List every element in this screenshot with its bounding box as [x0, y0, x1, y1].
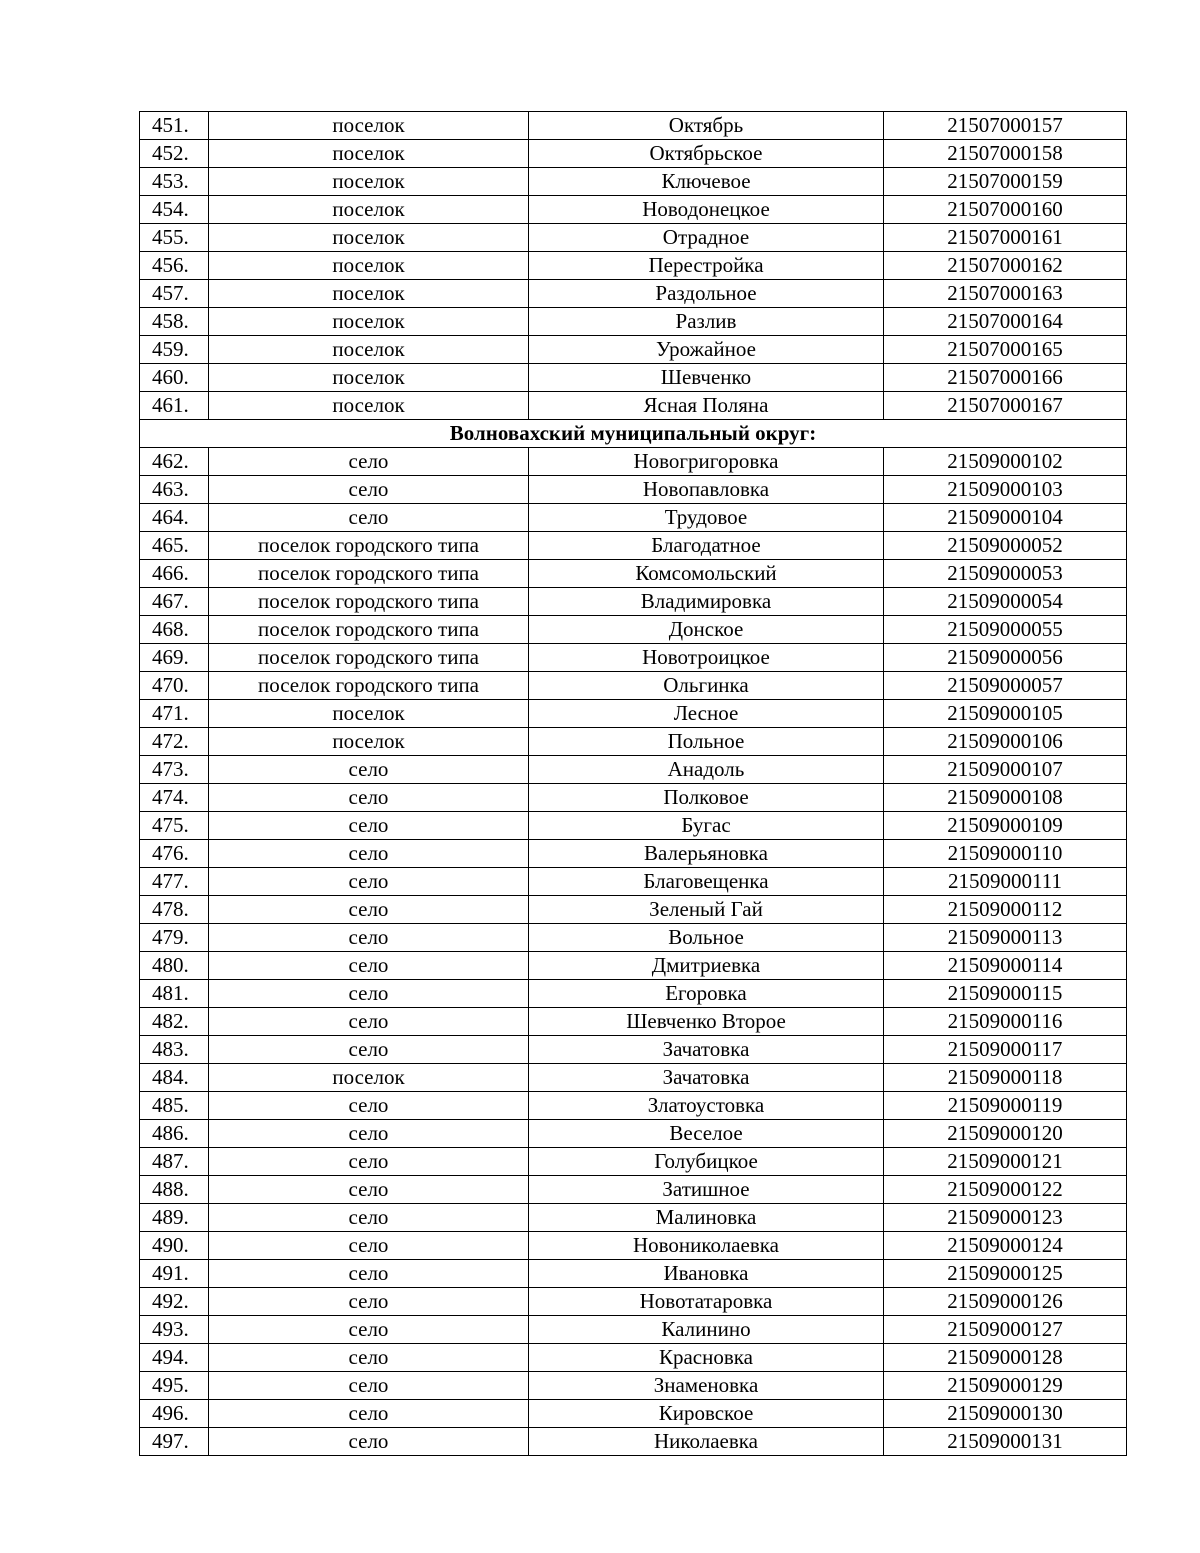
- table-row: [140, 1120, 1127, 1148]
- settlement-type: село: [209, 980, 529, 1008]
- settlement-code: 21509000111: [884, 868, 1127, 896]
- table-row: [140, 1204, 1127, 1232]
- settlement-code: 21507000166: [884, 364, 1127, 392]
- table-row: [140, 1092, 1127, 1120]
- settlement-name: Калинино: [529, 1316, 884, 1344]
- table-row: [140, 952, 1127, 980]
- settlement-type: село: [209, 1372, 529, 1400]
- settlement-code: 21507000164: [884, 308, 1127, 336]
- row-number: 495.: [140, 1372, 209, 1400]
- settlement-name: Шевченко Второе: [529, 1008, 884, 1036]
- settlement-code: 21509000120: [884, 1120, 1127, 1148]
- settlement-code: 21507000159: [884, 168, 1127, 196]
- table-row: [140, 196, 1127, 224]
- settlement-name: Новотатаровка: [529, 1288, 884, 1316]
- settlement-name: Вольное: [529, 924, 884, 952]
- row-number: 455.: [140, 224, 209, 252]
- settlement-code: 21509000113: [884, 924, 1127, 952]
- settlement-name: Отрадное: [529, 224, 884, 252]
- table-row: [140, 812, 1127, 840]
- settlement-type: поселок: [209, 700, 529, 728]
- settlement-code: 21507000158: [884, 140, 1127, 168]
- settlement-type: село: [209, 476, 529, 504]
- row-number: 490.: [140, 1232, 209, 1260]
- settlement-code: 21509000102: [884, 448, 1127, 476]
- settlement-code: 21507000163: [884, 280, 1127, 308]
- settlement-code: 21509000105: [884, 700, 1127, 728]
- settlement-code: 21509000131: [884, 1428, 1127, 1456]
- settlement-name: Знаменовка: [529, 1372, 884, 1400]
- settlement-name: Затишное: [529, 1176, 884, 1204]
- settlement-name: Благовещенка: [529, 868, 884, 896]
- row-number: 483.: [140, 1036, 209, 1064]
- settlement-type: поселок: [209, 392, 529, 420]
- settlement-code: 21509000109: [884, 812, 1127, 840]
- settlement-name: Лесное: [529, 700, 884, 728]
- settlement-code: 21507000162: [884, 252, 1127, 280]
- settlement-type: поселок: [209, 224, 529, 252]
- table-row: [140, 784, 1127, 812]
- table-row: [140, 700, 1127, 728]
- table-row: [140, 252, 1127, 280]
- settlement-name: Валерьяновка: [529, 840, 884, 868]
- table-row: [140, 336, 1127, 364]
- settlement-type: село: [209, 1092, 529, 1120]
- settlement-name: Трудовое: [529, 504, 884, 532]
- settlement-code: 21509000125: [884, 1260, 1127, 1288]
- settlement-name: Урожайное: [529, 336, 884, 364]
- row-number: 458.: [140, 308, 209, 336]
- table-row: [140, 840, 1127, 868]
- settlement-code: 21509000057: [884, 672, 1127, 700]
- settlement-type: село: [209, 756, 529, 784]
- settlement-type: поселок: [209, 168, 529, 196]
- settlement-code: 21507000161: [884, 224, 1127, 252]
- row-number: 456.: [140, 252, 209, 280]
- settlement-name: Егоровка: [529, 980, 884, 1008]
- settlement-code: 21509000128: [884, 1344, 1127, 1372]
- row-number: 494.: [140, 1344, 209, 1372]
- settlement-type: поселок: [209, 280, 529, 308]
- settlement-code: 21509000124: [884, 1232, 1127, 1260]
- settlement-name: Перестройка: [529, 252, 884, 280]
- settlement-name: Зачатовка: [529, 1036, 884, 1064]
- settlement-code: 21509000114: [884, 952, 1127, 980]
- table-row: [140, 1288, 1127, 1316]
- settlement-name: Ольгинка: [529, 672, 884, 700]
- row-number: 477.: [140, 868, 209, 896]
- settlement-type: поселок: [209, 308, 529, 336]
- table-row: [140, 1316, 1127, 1344]
- table-row: [140, 1428, 1127, 1456]
- table-row: [140, 224, 1127, 252]
- row-number: 466.: [140, 560, 209, 588]
- row-number: 493.: [140, 1316, 209, 1344]
- row-number: 473.: [140, 756, 209, 784]
- settlement-name: Новопавловка: [529, 476, 884, 504]
- settlement-name: Полковое: [529, 784, 884, 812]
- settlement-name: Бугас: [529, 812, 884, 840]
- row-number: 485.: [140, 1092, 209, 1120]
- table-row: [140, 868, 1127, 896]
- settlement-type: поселок городского типа: [209, 672, 529, 700]
- settlement-code: 21509000054: [884, 588, 1127, 616]
- table-row: [140, 532, 1127, 560]
- settlements-table-body: [140, 112, 1127, 1456]
- row-number: 482.: [140, 1008, 209, 1036]
- settlement-code: 21509000108: [884, 784, 1127, 812]
- settlement-type: село: [209, 1120, 529, 1148]
- settlement-type: село: [209, 448, 529, 476]
- settlement-name: Ивановка: [529, 1260, 884, 1288]
- settlement-type: село: [209, 1428, 529, 1456]
- row-number: 472.: [140, 728, 209, 756]
- row-number: 475.: [140, 812, 209, 840]
- table-row: [140, 308, 1127, 336]
- settlement-type: село: [209, 840, 529, 868]
- row-number: 480.: [140, 952, 209, 980]
- row-number: 464.: [140, 504, 209, 532]
- row-number: 461.: [140, 392, 209, 420]
- row-number: 471.: [140, 700, 209, 728]
- settlement-name: Шевченко: [529, 364, 884, 392]
- settlement-type: поселок: [209, 252, 529, 280]
- row-number: 451.: [140, 112, 209, 140]
- settlement-type: село: [209, 1344, 529, 1372]
- settlement-type: село: [209, 1008, 529, 1036]
- settlement-type: село: [209, 784, 529, 812]
- table-row: [140, 1344, 1127, 1372]
- settlement-type: поселок: [209, 364, 529, 392]
- settlement-code: 21509000055: [884, 616, 1127, 644]
- row-number: 463.: [140, 476, 209, 504]
- settlement-type: поселок городского типа: [209, 560, 529, 588]
- settlement-name: Польное: [529, 728, 884, 756]
- settlement-type: село: [209, 952, 529, 980]
- settlement-name: Кировское: [529, 1400, 884, 1428]
- table-row: [140, 1148, 1127, 1176]
- settlement-name: Октябрь: [529, 112, 884, 140]
- settlement-type: село: [209, 868, 529, 896]
- settlement-type: село: [209, 1176, 529, 1204]
- settlement-type: село: [209, 1288, 529, 1316]
- settlement-code: 21509000119: [884, 1092, 1127, 1120]
- row-number: 486.: [140, 1120, 209, 1148]
- row-number: 470.: [140, 672, 209, 700]
- settlement-code: 21509000116: [884, 1008, 1127, 1036]
- row-number: 460.: [140, 364, 209, 392]
- settlement-code: 21509000104: [884, 504, 1127, 532]
- settlement-type: поселок: [209, 728, 529, 756]
- settlement-name: Дмитриевка: [529, 952, 884, 980]
- table-row: [140, 756, 1127, 784]
- table-row: [140, 896, 1127, 924]
- settlement-type: село: [209, 1148, 529, 1176]
- table-row: [140, 616, 1127, 644]
- table-row: [140, 364, 1127, 392]
- table-row: [140, 140, 1127, 168]
- settlement-code: 21507000165: [884, 336, 1127, 364]
- settlement-type: село: [209, 1204, 529, 1232]
- settlement-name: Раздольное: [529, 280, 884, 308]
- table-row: [140, 560, 1127, 588]
- settlement-type: село: [209, 1316, 529, 1344]
- table-row: [140, 1008, 1127, 1036]
- settlement-code: 21507000157: [884, 112, 1127, 140]
- settlements-table: [139, 111, 1127, 1456]
- settlement-code: 21509000107: [884, 756, 1127, 784]
- settlement-name: Донское: [529, 616, 884, 644]
- settlement-code: 21509000118: [884, 1064, 1127, 1092]
- settlement-name: Комсомольский: [529, 560, 884, 588]
- table-row: [140, 1064, 1127, 1092]
- settlement-type: поселок городского типа: [209, 588, 529, 616]
- settlement-name: Зачатовка: [529, 1064, 884, 1092]
- settlement-code: 21509000115: [884, 980, 1127, 1008]
- section-header-row: [140, 420, 1127, 448]
- settlement-name: Благодатное: [529, 532, 884, 560]
- settlement-code: 21509000123: [884, 1204, 1127, 1232]
- row-number: 479.: [140, 924, 209, 952]
- row-number: 492.: [140, 1288, 209, 1316]
- table-row: [140, 1176, 1127, 1204]
- row-number: 452.: [140, 140, 209, 168]
- row-number: 489.: [140, 1204, 209, 1232]
- settlement-code: 21509000103: [884, 476, 1127, 504]
- settlement-code: 21509000110: [884, 840, 1127, 868]
- settlement-type: поселок: [209, 112, 529, 140]
- settlement-code: 21509000130: [884, 1400, 1127, 1428]
- row-number: 476.: [140, 840, 209, 868]
- settlement-name: Красновка: [529, 1344, 884, 1372]
- row-number: 481.: [140, 980, 209, 1008]
- row-number: 468.: [140, 616, 209, 644]
- settlement-type: село: [209, 896, 529, 924]
- settlement-type: поселок городского типа: [209, 644, 529, 672]
- row-number: 488.: [140, 1176, 209, 1204]
- settlement-code: 21509000122: [884, 1176, 1127, 1204]
- settlement-name: Зеленый Гай: [529, 896, 884, 924]
- settlement-type: село: [209, 1036, 529, 1064]
- settlement-name: Октябрьское: [529, 140, 884, 168]
- table-row: [140, 1372, 1127, 1400]
- settlement-type: село: [209, 924, 529, 952]
- settlement-type: село: [209, 1232, 529, 1260]
- section-title: Волновахский муниципальный округ:: [140, 420, 1127, 448]
- settlement-name: Николаевка: [529, 1428, 884, 1456]
- settlement-code: 21509000117: [884, 1036, 1127, 1064]
- row-number: 459.: [140, 336, 209, 364]
- settlement-name: Владимировка: [529, 588, 884, 616]
- settlement-code: 21509000106: [884, 728, 1127, 756]
- settlement-name: Новодонецкое: [529, 196, 884, 224]
- settlement-name: Анадоль: [529, 756, 884, 784]
- row-number: 496.: [140, 1400, 209, 1428]
- table-row: [140, 1232, 1127, 1260]
- settlement-name: Ключевое: [529, 168, 884, 196]
- settlement-type: поселок: [209, 196, 529, 224]
- table-row: [140, 476, 1127, 504]
- row-number: 484.: [140, 1064, 209, 1092]
- table-row: [140, 112, 1127, 140]
- settlement-type: поселок городского типа: [209, 616, 529, 644]
- row-number: 453.: [140, 168, 209, 196]
- table-row: [140, 980, 1127, 1008]
- settlement-name: Разлив: [529, 308, 884, 336]
- settlement-name: Веселое: [529, 1120, 884, 1148]
- table-row: [140, 448, 1127, 476]
- settlement-code: 21509000112: [884, 896, 1127, 924]
- table-row: [140, 588, 1127, 616]
- settlement-type: поселок: [209, 140, 529, 168]
- settlement-code: 21509000126: [884, 1288, 1127, 1316]
- settlement-code: 21507000167: [884, 392, 1127, 420]
- row-number: 478.: [140, 896, 209, 924]
- settlement-name: Новотроицкое: [529, 644, 884, 672]
- settlement-name: Малиновка: [529, 1204, 884, 1232]
- table-row: [140, 504, 1127, 532]
- settlement-type: село: [209, 1400, 529, 1428]
- row-number: 497.: [140, 1428, 209, 1456]
- settlement-type: село: [209, 504, 529, 532]
- row-number: 474.: [140, 784, 209, 812]
- settlement-name: Ясная Поляна: [529, 392, 884, 420]
- settlement-code: 21509000121: [884, 1148, 1127, 1176]
- row-number: 457.: [140, 280, 209, 308]
- settlement-code: 21509000056: [884, 644, 1127, 672]
- row-number: 454.: [140, 196, 209, 224]
- row-number: 462.: [140, 448, 209, 476]
- settlement-code: 21509000129: [884, 1372, 1127, 1400]
- settlement-type: поселок городского типа: [209, 532, 529, 560]
- table-row: [140, 1400, 1127, 1428]
- table-row: [140, 644, 1127, 672]
- table-row: [140, 280, 1127, 308]
- table-row: [140, 168, 1127, 196]
- settlement-name: Златоустовка: [529, 1092, 884, 1120]
- table-row: [140, 392, 1127, 420]
- settlement-type: село: [209, 1260, 529, 1288]
- settlement-name: Голубицкое: [529, 1148, 884, 1176]
- table-row: [140, 672, 1127, 700]
- row-number: 467.: [140, 588, 209, 616]
- settlement-code: 21509000127: [884, 1316, 1127, 1344]
- row-number: 491.: [140, 1260, 209, 1288]
- settlement-type: поселок: [209, 336, 529, 364]
- settlement-code: 21509000053: [884, 560, 1127, 588]
- row-number: 487.: [140, 1148, 209, 1176]
- row-number: 469.: [140, 644, 209, 672]
- row-number: 465.: [140, 532, 209, 560]
- settlement-type: село: [209, 812, 529, 840]
- settlement-type: поселок: [209, 1064, 529, 1092]
- settlement-code: 21509000052: [884, 532, 1127, 560]
- settlement-code: 21507000160: [884, 196, 1127, 224]
- table-row: [140, 1036, 1127, 1064]
- table-row: [140, 728, 1127, 756]
- settlement-name: Новогригоровка: [529, 448, 884, 476]
- table-row: [140, 1260, 1127, 1288]
- table-row: [140, 924, 1127, 952]
- settlement-name: Новониколаевка: [529, 1232, 884, 1260]
